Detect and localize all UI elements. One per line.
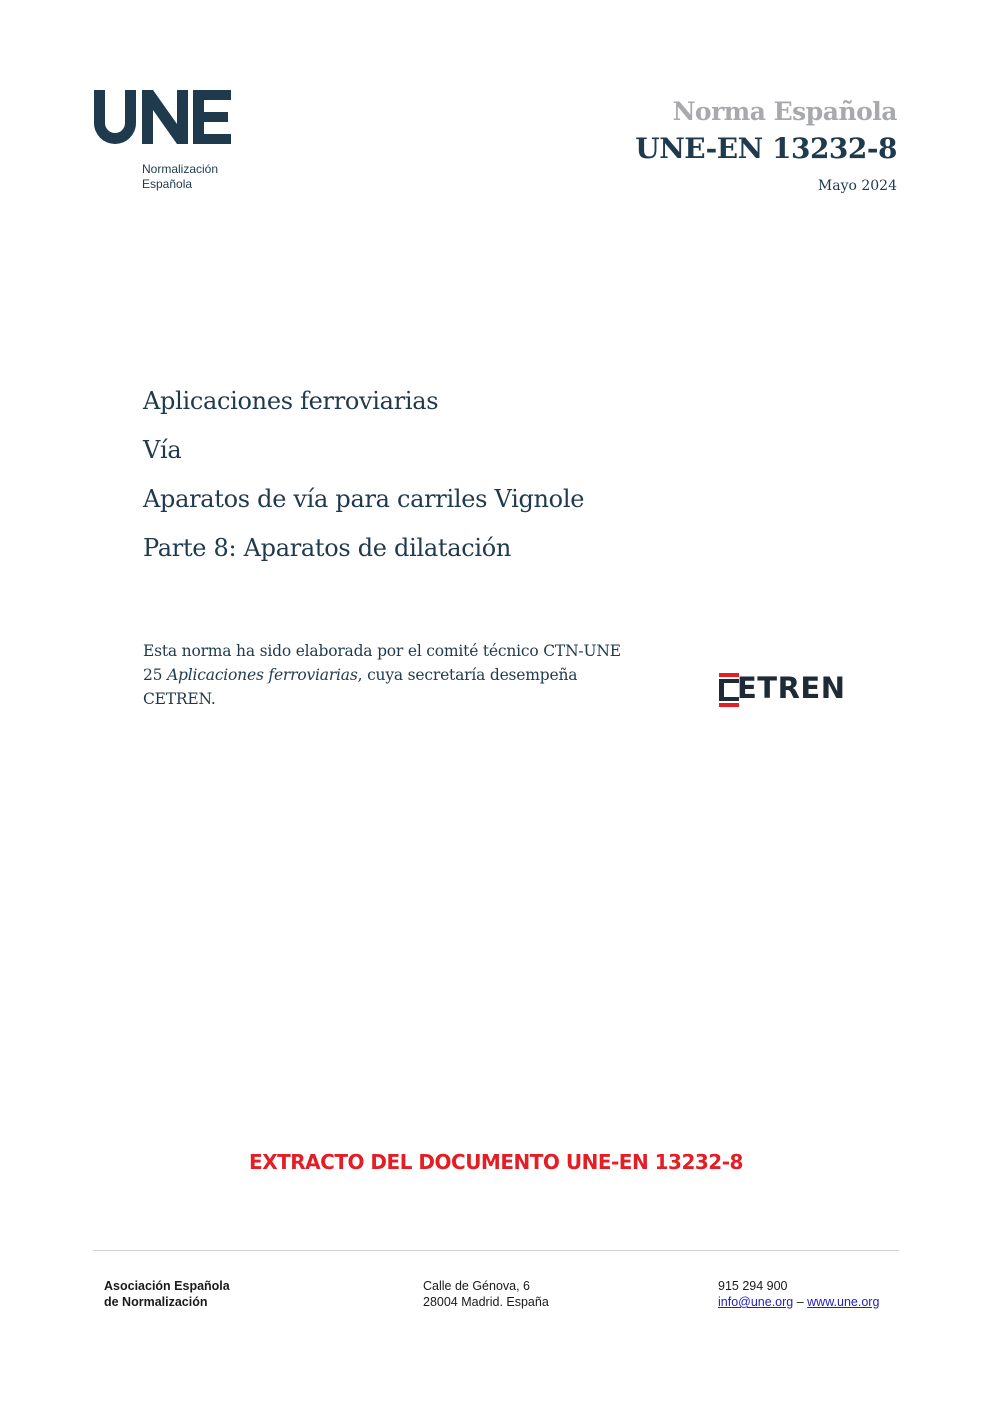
footer-address [423,1278,549,1310]
une-logo-subtitle-line1: Normalización [142,162,219,176]
title-line-2: Vía [143,436,182,464]
standard-code: UNE-EN 13232-8 [635,132,897,165]
committee-text-before: Esta norma ha sido elaborada por el comité técnico CTN-UNE 25 [143,642,621,684]
cetren-logo-text: ETREN [737,671,846,705]
title-line-1: Aplicaciones ferroviarias [143,387,439,415]
footer-divider [93,1250,899,1251]
title-line-3: Aparatos de vía para carriles Vignole [143,485,585,513]
footer-links [718,1294,879,1310]
footer-address-line1: Calle de Génova, 6 [423,1279,531,1293]
footer-link-separator: – [793,1295,808,1309]
footer-phone: 915 294 900 [718,1279,788,1293]
une-logo [92,86,232,196]
une-logo-subtitle [142,162,218,192]
committee-paragraph [143,639,623,711]
une-logo-mark-icon [92,86,232,146]
footer-organization [104,1278,230,1310]
une-logo-subtitle-line2: Española [142,177,193,191]
footer-org-line1: Asociación Española [104,1279,230,1293]
committee-name: Aplicaciones ferroviarias [167,666,358,684]
extract-notice: EXTRACTO DEL DOCUMENTO UNE-EN 13232-8 [249,1150,743,1174]
committee-text-after: , cuya secretaría desempeña CETREN. [143,666,578,708]
header-label: Norma Española [672,97,897,126]
title-line-4: Parte 8: Aparatos de dilatación [143,534,512,562]
standard-title [143,385,843,581]
footer-website-link[interactable]: www.une.org [807,1295,880,1309]
footer-contact [718,1278,879,1310]
footer-address-line2: 28004 Madrid. España [423,1295,549,1309]
cetren-logo [719,673,869,709]
publication-date: Mayo 2024 [817,178,897,194]
footer-org-line2: de Normalización [104,1295,208,1309]
footer-email-link[interactable]: info@une.org [718,1295,794,1309]
